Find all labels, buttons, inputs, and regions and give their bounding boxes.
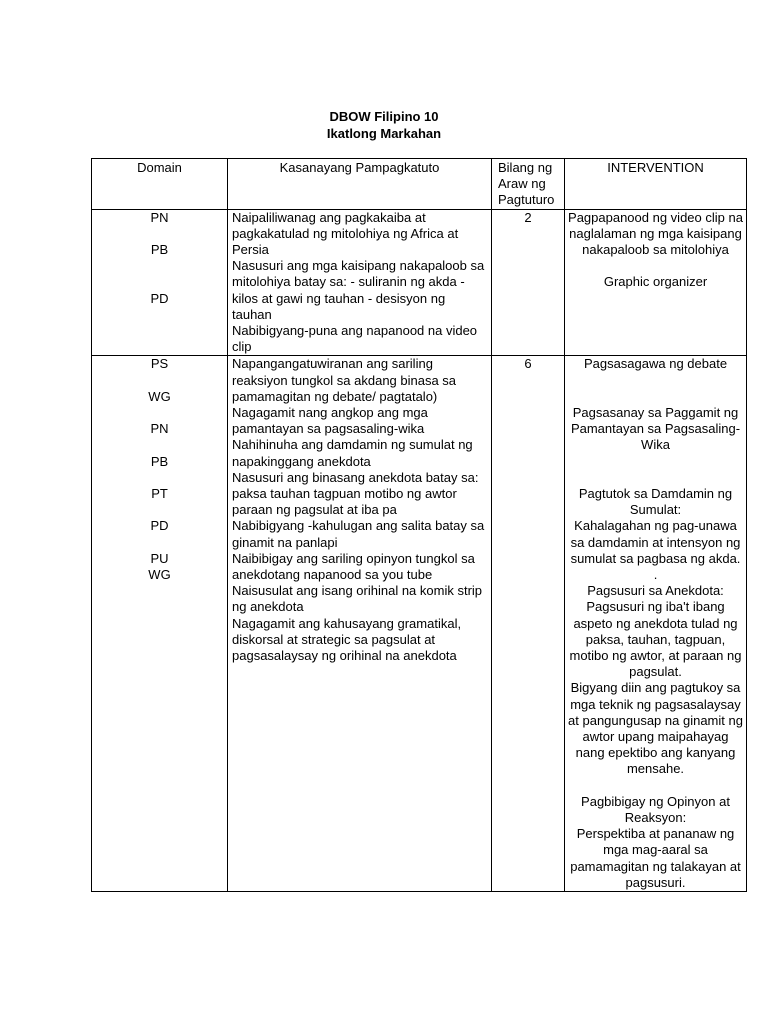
table-header-row <box>92 159 747 210</box>
dbow-table <box>91 158 747 892</box>
intervention-item: Pagsasagawa ng debate <box>583 356 728 372</box>
domain-code: PT <box>151 486 168 501</box>
competency-item: Nagagamit nang angkop ang mga pamantayan sa pagsasaling-wika <box>232 405 428 437</box>
domain-code: PD <box>150 290 169 306</box>
competency-item: Nahihinuha ang damdamin ng sumulat ng napakinggang anekdota <box>232 437 473 469</box>
intervention-cell <box>565 356 747 892</box>
header-days-line: Pagtuturo <box>498 192 555 208</box>
document-header <box>0 108 768 142</box>
domain-code: PU <box>150 550 169 566</box>
days-cell: 6 <box>492 356 565 892</box>
intervention-item: Pagsusuri sa Anekdota: <box>587 583 724 599</box>
competency-cell <box>228 356 492 892</box>
domain-cell <box>92 209 228 356</box>
competency-item: Nabibigyang-puna ang napanood na video clip <box>232 323 478 355</box>
days-cell: 2 <box>492 209 565 356</box>
intervention-item: Kahalagahan ng pag-unawa sa damdamin at intensyon ng sumulat sa pagbasa ng akda. <box>570 518 741 566</box>
competency-cell <box>228 209 492 356</box>
domain-code: WG <box>148 566 171 582</box>
intervention-item: Pagsasanay sa Paggamit ng Pamantayan sa Pagsasaling-Wika <box>570 405 741 453</box>
competency-item: Nasusuri ang mga kaisipang nakapaloob sa mitolohiya batay sa: - suliranin ng akda - kilos at gawi ng tauhan - desisyon ng tauhan <box>232 258 485 322</box>
intervention-item: Pagsusuri ng iba't ibang aspeto ng anekdota tulad ng paksa, tauhan, tagpuan, motibo ng awtor, at paraan ng pagsulat. <box>569 599 742 680</box>
domain-code: PN <box>150 209 169 225</box>
table-row <box>92 209 747 356</box>
competency-item: Napangangatuwiranan ang sariling reaksiyon tungkol sa akdang binasa sa pamamagitan ng debate/ pagtatalo) <box>232 356 457 404</box>
domain-code: PS <box>150 356 169 372</box>
intervention-item: Bigyang diin ang pagtukoy sa mga teknik ng pagsasalaysay at pangungusap na ginamit ng awtor upang maipahayag nang epektibo ang kanyang mensahe. <box>568 680 743 777</box>
intervention-item: Graphic organizer <box>603 274 708 290</box>
intervention-item: Pagbibigay ng Opinyon at Reaksyon: <box>581 793 730 826</box>
header-domain: Domain <box>92 159 228 210</box>
document-title: DBOW Filipino 10 <box>329 109 439 124</box>
domain-code: PB <box>150 453 169 469</box>
domain-code: WG <box>148 388 171 404</box>
intervention-item: Pagtutok sa Damdamin ng Sumulat: <box>578 486 733 518</box>
table-row <box>92 356 747 892</box>
competency-item: Nagagamit ang kahusayang gramatikal, diskorsal at strategic sa pagsulat at pagsasalaysay ng orihinal na anekdota <box>232 615 462 664</box>
header-days <box>492 159 565 210</box>
competency-item: Naipaliliwanag ang pagkakaiba at pagkakatulad ng mitolohiya ng Africa at Persia <box>232 209 459 258</box>
domain-code: PD <box>150 518 169 534</box>
header-competency: Kasanayang Pampagkatuto <box>228 159 492 210</box>
competency-item: Nasusuri ang binasang anekdota batay sa: paksa tauhan tagpuan motibo ng awtor paraan ng pagsulat at iba pa <box>232 469 479 518</box>
domain-code: PB <box>150 242 169 257</box>
header-days-line: Bilang ng <box>498 160 553 175</box>
domain-code: PN <box>150 421 169 437</box>
document-subtitle: Ikatlong Markahan <box>326 126 442 141</box>
intervention-item: Pagpapanood ng video clip na naglalaman ng mga kaisipang nakapaloob sa mitolohiya <box>568 209 743 258</box>
intervention-item: . <box>653 567 658 583</box>
competency-item: Nabibigyang -kahulugan ang salita batay sa ginamit na panlapi <box>232 518 485 550</box>
competency-item: Naisusulat ang isang orihinal na komik strip ng anekdota <box>232 583 483 615</box>
competency-item: Naibibigay ang sariling opinyon tungkol sa anekdotang napanood sa you tube <box>232 550 475 583</box>
intervention-cell <box>565 209 747 356</box>
intervention-item: Perspektiba at pananaw ng mga mag-aaral sa pamamagitan ng talakayan at pagsusuri. <box>570 826 741 890</box>
header-days-line: Araw ng <box>498 176 546 192</box>
header-intervention: INTERVENTION <box>565 159 747 210</box>
domain-cell <box>92 356 228 892</box>
